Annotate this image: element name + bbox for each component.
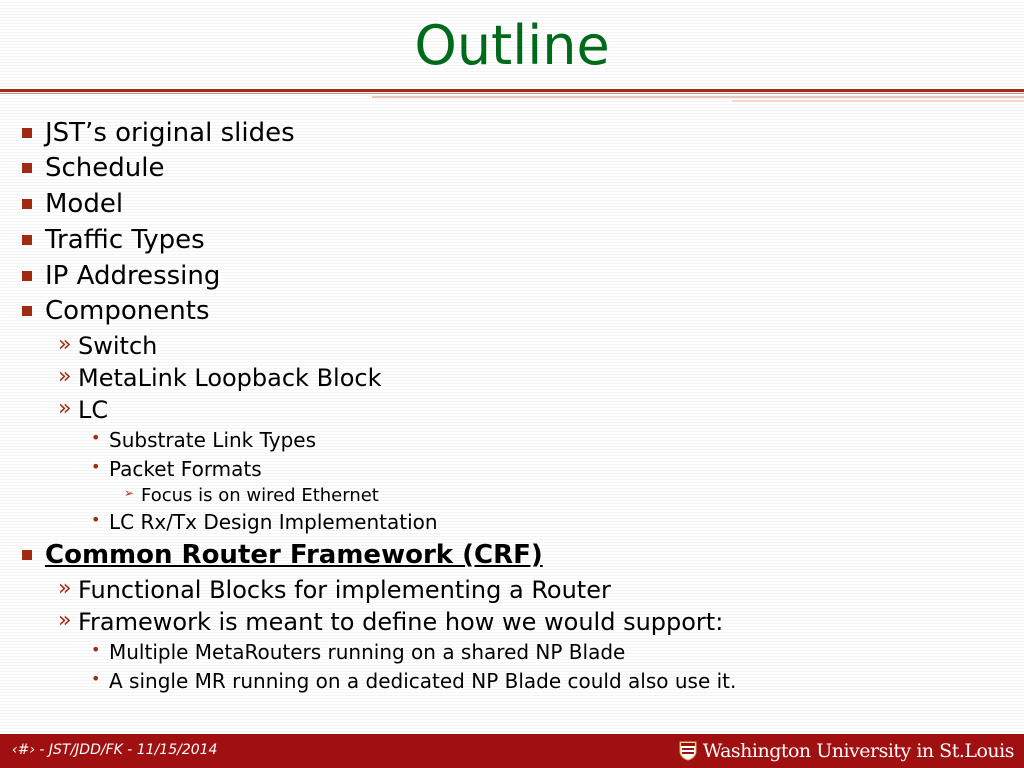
double-chevron-icon: » — [58, 364, 72, 389]
outline-subitem: » Switch — [58, 332, 158, 360]
double-chevron-icon: » — [58, 396, 72, 421]
dot-bullet-icon: • — [91, 669, 101, 688]
outline-item: Schedule — [45, 153, 164, 183]
outline-item: IP Addressing — [45, 261, 220, 291]
university-logo — [679, 738, 1014, 764]
slide-title: Outline — [414, 14, 610, 77]
outline-item-emphasis: Common Router Framework (CRF) — [45, 540, 543, 570]
outline-item: Traffic Types — [45, 225, 205, 255]
logo-text: Washington University in St.Louis — [702, 740, 1014, 762]
dot-bullet-icon: • — [91, 510, 101, 529]
outline-deepitem: ➢ Focus is on wired Ethernet — [124, 485, 379, 506]
double-chevron-icon: » — [58, 608, 72, 633]
outline-subitem: » Functional Blocks for implementing a Router — [58, 576, 611, 604]
square-bullet-icon — [22, 271, 32, 281]
dot-bullet-icon: • — [91, 428, 101, 447]
square-bullet-icon — [22, 235, 32, 245]
square-bullet-icon — [22, 199, 32, 209]
square-bullet-icon — [22, 550, 32, 560]
outline-subitem: » LC — [58, 396, 109, 424]
double-chevron-icon: » — [58, 576, 72, 601]
outline-subsubitem: • Substrate Link Types — [91, 428, 316, 452]
outline-item: JST’s original slides — [45, 118, 295, 148]
outline-subsubitem: • A single MR running on a dedicated NP Blade could also use it. — [91, 669, 737, 693]
outline-item: Model — [45, 189, 123, 219]
dot-bullet-icon: • — [91, 640, 101, 659]
slide-footer — [0, 734, 1024, 768]
outline-subsubitem: • Multiple MetaRouters running on a shared NP Blade — [91, 640, 626, 664]
footer-text: ‹#› - JST/JDD/FK - 11/15/2014 — [12, 742, 218, 758]
outline-subitem: » Framework is meant to define how we would support: — [58, 608, 724, 636]
outline-subitem: » MetaLink Loopback Block — [58, 364, 382, 392]
seal-icon — [679, 741, 697, 761]
double-chevron-icon: » — [58, 332, 72, 357]
outline-subsubitem: • LC Rx/Tx Design Implementation — [91, 510, 438, 534]
outline-item: Components — [45, 296, 210, 326]
outline-subsubitem: • Packet Formats — [91, 457, 262, 481]
square-bullet-icon — [22, 306, 32, 316]
square-bullet-icon — [22, 163, 32, 173]
square-bullet-icon — [22, 128, 32, 138]
arrow-bullet-icon: ➢ — [124, 486, 135, 500]
dot-bullet-icon: • — [91, 457, 101, 476]
